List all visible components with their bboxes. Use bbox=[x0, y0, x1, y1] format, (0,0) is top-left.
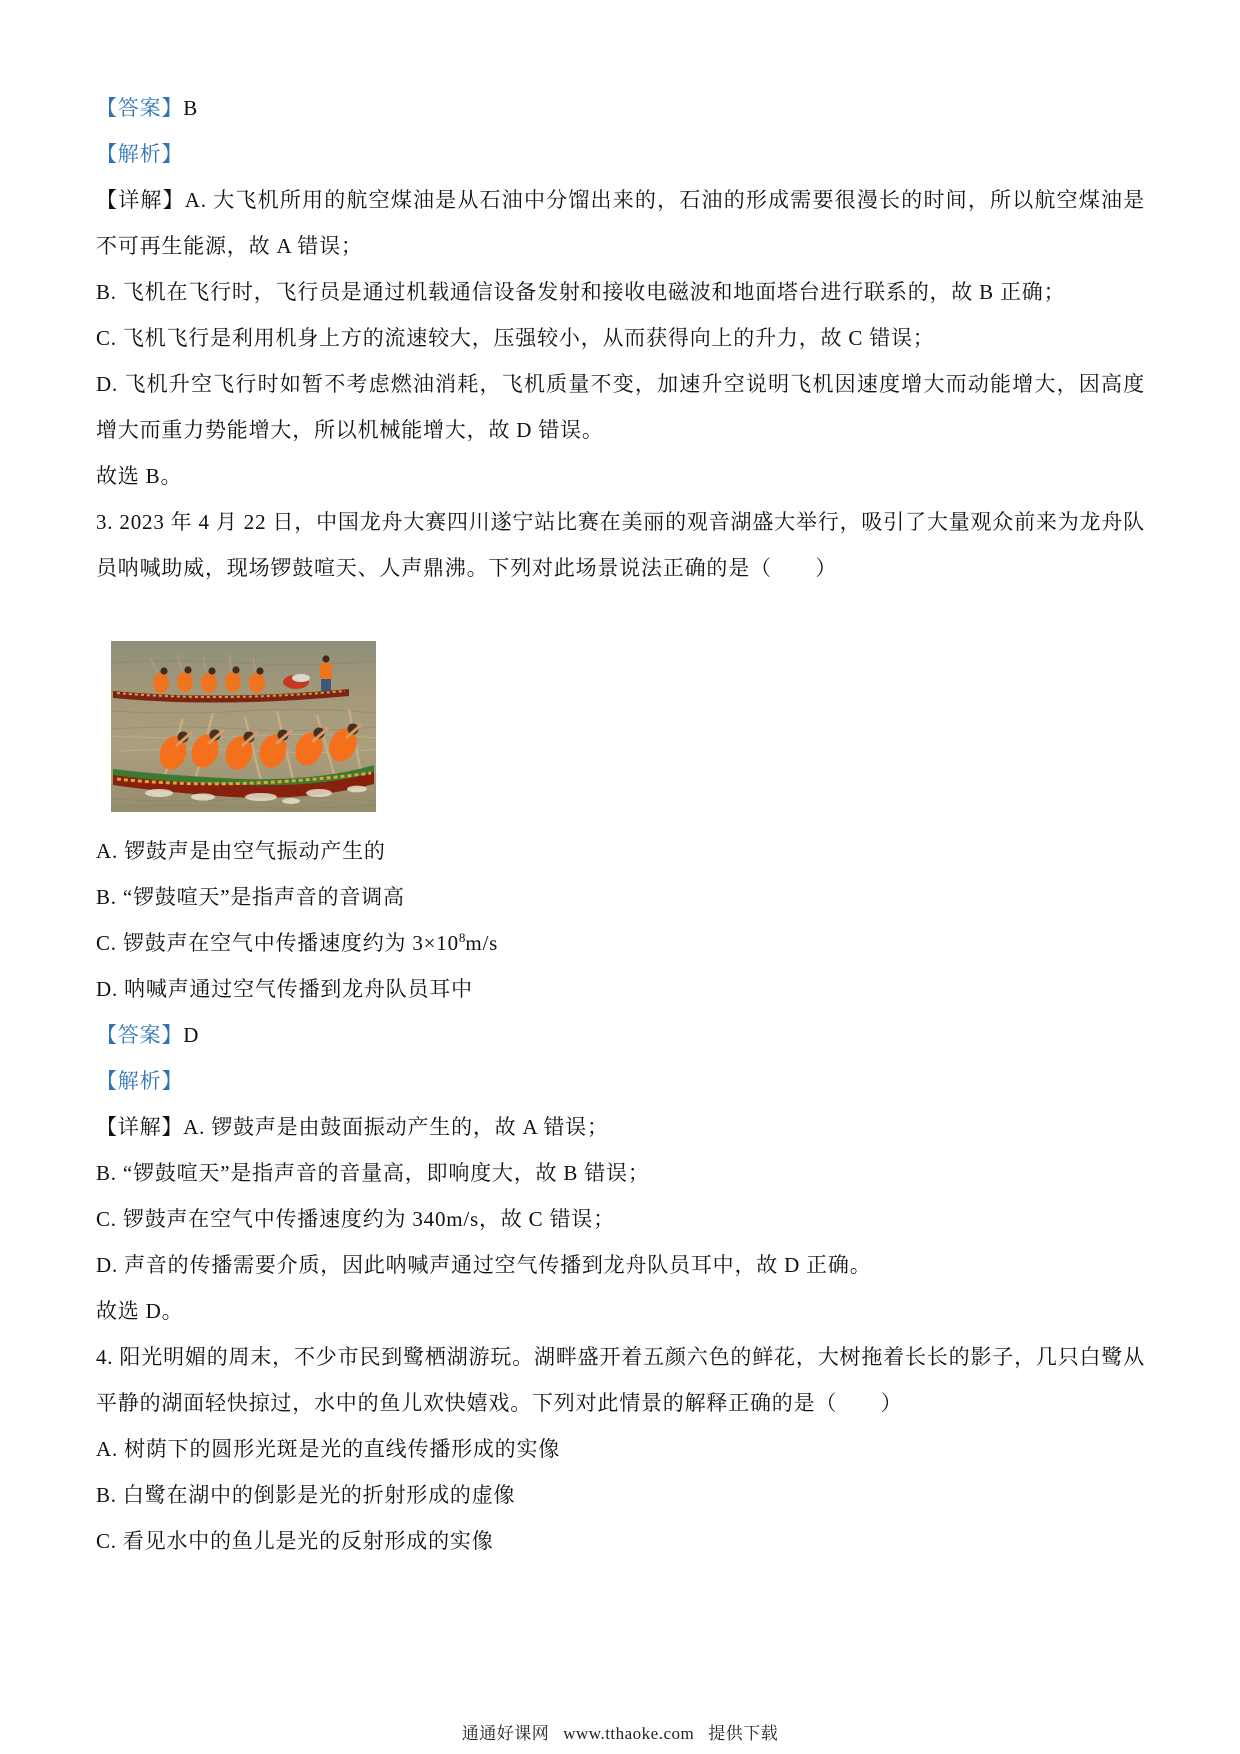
detail-paragraph-d: D. 声音的传播需要介质，因此呐喊声通过空气传播到龙舟队员耳中，故 D 正确。 bbox=[96, 1253, 872, 1277]
answer-value: B bbox=[183, 96, 199, 120]
option-a: A. 锣鼓声是由空气振动产生的 bbox=[96, 839, 386, 863]
conclusion-line: 故选 D。 bbox=[96, 1299, 184, 1323]
option-c-exponent: 8 bbox=[458, 930, 466, 945]
footer-site-name: 通通好课网 bbox=[461, 1724, 550, 1743]
option-c-text: C. 锣鼓声在空气中传播速度约为 3×10 bbox=[96, 931, 459, 955]
detail-paragraph-b: B. 飞机在飞行时，飞行员是通过机载通信设备发射和接收电磁波和地面塔台进行联系的，故 B 正确； bbox=[96, 280, 1066, 304]
q2-answer-block bbox=[96, 85, 1145, 499]
answer-value: D bbox=[183, 1023, 200, 1047]
option-c: C. 看见水中的鱼儿是光的反射形成的实像 bbox=[96, 1529, 494, 1553]
analysis-line bbox=[96, 131, 1145, 177]
dragon-boat-photo bbox=[111, 641, 376, 812]
detail-paragraph-c: C. 飞机飞行是利用机身上方的流速较大，压强较小，从而获得向上的升力，故 C 错误； bbox=[96, 326, 935, 350]
option-c bbox=[96, 920, 1145, 966]
answer-label: 【答案】 bbox=[96, 96, 184, 120]
option-c-unit: m/s bbox=[465, 931, 499, 955]
dragon-boat-illustration bbox=[111, 641, 376, 812]
option-b: B. “锣鼓喧天”是指声音的音调高 bbox=[96, 885, 405, 909]
detail-paragraph-c: C. 锣鼓声在空气中传播速度约为 340m/s，故 C 错误； bbox=[96, 1207, 615, 1231]
question-3 bbox=[96, 499, 1145, 1012]
analysis-label: 【解析】 bbox=[96, 1069, 184, 1093]
analysis-line bbox=[96, 1058, 1145, 1104]
q3-answer-block bbox=[96, 1012, 1145, 1334]
question-stem: 4. 阳光明媚的周末，不少市民到鹭栖湖游玩。湖畔盛开着五颜六色的鲜花，大树拖着长长的影子，几只白鹭从平静的湖面轻快掠过，水中的鱼儿欢快嬉戏。下列对此情景的解释正确的是（ ） bbox=[96, 1345, 1145, 1415]
footer-suffix: 提供下载 bbox=[708, 1724, 779, 1743]
footer-url: www.tthaoke.com bbox=[563, 1724, 695, 1743]
conclusion-line: 故选 B。 bbox=[96, 464, 183, 488]
question-4 bbox=[96, 1334, 1145, 1564]
option-b: B. 白鹭在湖中的倒影是光的折射形成的虚像 bbox=[96, 1483, 516, 1507]
detail-paragraph-d: D. 飞机升空飞行时如暂不考虑燃油消耗，飞机质量不变，加速升空说明飞机因速度增大而动能增大，因高度增大而重力势能增大，所以机械能增大，故 D 错误。 bbox=[96, 372, 1145, 442]
detail-paragraph-a: 【详解】A. 锣鼓声是由鼓面振动产生的，故 A 错误； bbox=[96, 1115, 609, 1139]
answer-label: 【答案】 bbox=[96, 1023, 184, 1047]
option-d: D. 呐喊声通过空气传播到龙舟队员耳中 bbox=[96, 977, 473, 1001]
page-footer bbox=[0, 1719, 1240, 1744]
page-content bbox=[96, 0, 1145, 1564]
buoy-top bbox=[292, 674, 310, 682]
detail-paragraph-b: B. “锣鼓喧天”是指声音的音量高，即响度大，故 B 错误； bbox=[96, 1161, 650, 1185]
answer-line bbox=[96, 1012, 1145, 1058]
analysis-label: 【解析】 bbox=[96, 142, 184, 166]
question-stem: 3. 2023 年 4 月 22 日，中国龙舟大赛四川遂宁站比赛在美丽的观音湖盛大举行，吸引了大量观众前来为龙舟队员呐喊助威，现场锣鼓喧天、人声鼎沸。下列对此场景说法正确的是（ ） bbox=[96, 510, 1145, 580]
detail-paragraph-a: 【详解】A. 大飞机所用的航空煤油是从石油中分馏出来的，石油的形成需要很漫长的时间，所以航空煤油是不可再生能源，故 A 错误； bbox=[96, 188, 1145, 258]
answer-line bbox=[96, 85, 1145, 131]
option-a: A. 树荫下的圆形光斑是光的直线传播形成的实像 bbox=[96, 1437, 561, 1461]
